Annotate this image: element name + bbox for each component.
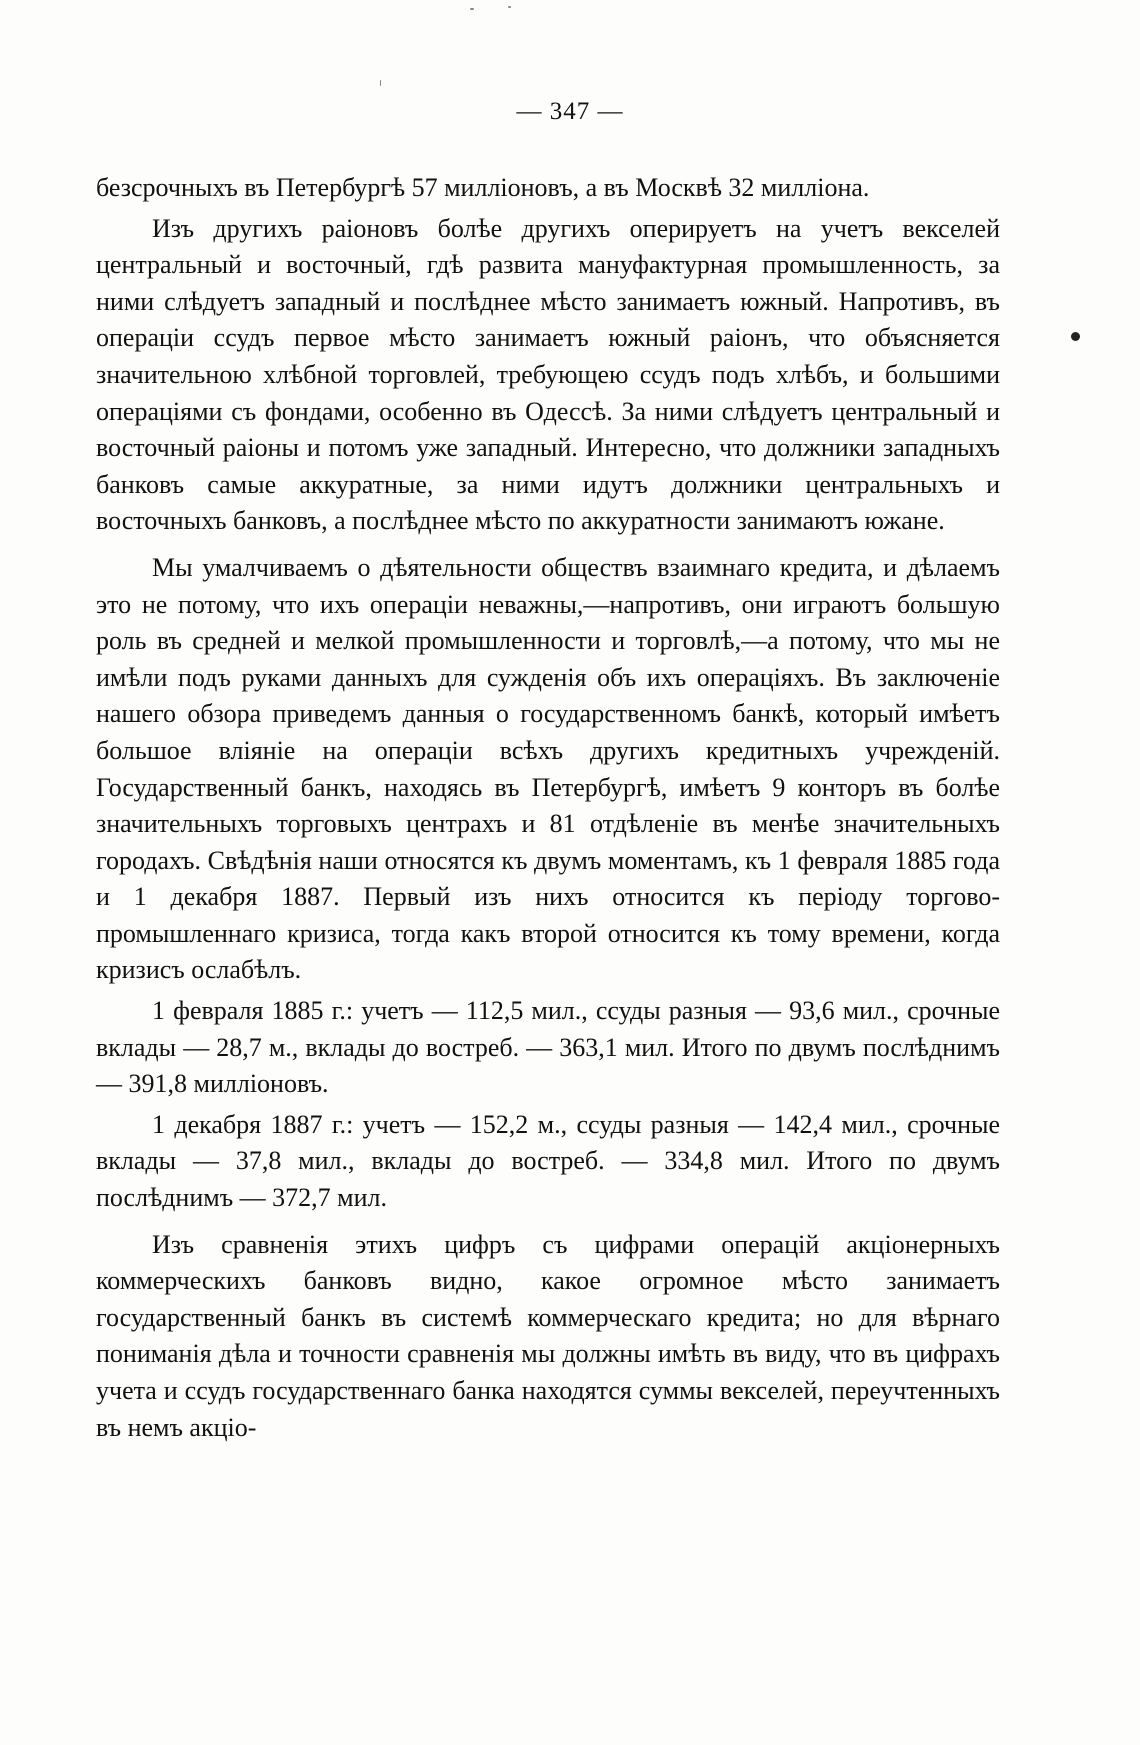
paragraph-regions: Изъ другихъ раіоновъ болѣе другихъ оперируетъ на учетъ векселей центральный и восточный, гдѣ развита мануфактурная промышленность, за ними слѣдуетъ западный и послѣднее мѣсто занимаетъ южный. Напротивъ, въ операціи ссудъ первое мѣсто занимаетъ южный раіонъ, что объясняется значительною хлѣбной торговлей, требующею ссудъ подъ хлѣбъ, и большими операціями съ фондами, особенно въ Одессѣ. За ними слѣдуетъ центральный и восточный раіоны и потомъ уже западный. Интересно, что должники западныхъ банковъ самые аккуратные, за ними идутъ должники центральныхъ и восточныхъ банковъ, а послѣднее мѣсто по аккуратности занимаютъ южане.	[96, 213, 1000, 536]
scan-speck	[470, 8, 474, 10]
scan-speck	[380, 80, 381, 86]
body-text	[96, 170, 1000, 1446]
page-number: — 347 —	[516, 98, 624, 125]
paragraph-continuation: безсрочныхъ въ Петербургѣ 57 милліоновъ, а въ Москвѣ 32 милліона.	[96, 173, 870, 202]
paragraph-figures-1885: 1 февраля 1885 г.: учетъ — 112,5 мил., ссуды разныя — 93,6 мил., срочные вклады — 28,7 м., вклады до востреб. — 363,1 мил. Итого по двумъ послѣднимъ — 391,8 милліоновъ.	[96, 996, 1000, 1099]
scan-speck	[508, 6, 511, 8]
paragraph-comparison: Изъ сравненія этихъ цифръ съ цифрами операцій акціонерныхъ коммерческихъ банковъ видно, какое огромное мѣсто занимаетъ государственный банкъ въ системѣ коммерческаго кредита; но для вѣрнаго пониманія дѣла и точности сравненія мы должны имѣть въ виду, что въ цифрахъ учета и ссудъ государственнаго банка находятся суммы векселей, переучтенныхъ въ немъ акціо-	[96, 1229, 1000, 1442]
paragraph-figures-1887: 1 декабря 1887 г.: учетъ — 152,2 м., ссуды разныя — 142,4 мил., срочные вклады — 37,8 мил., вклады до востреб. — 334,8 мил. Итого по двумъ послѣднимъ — 372,7 мил.	[96, 1109, 1000, 1213]
paragraph-credit-societies: Мы умалчиваемъ о дѣятельности обществъ взаимнаго кредита, и дѣлаемъ это не потому, что ихъ операціи неважны,—напротивъ, они играютъ большую роль въ средней и мелкой промышленности и торговлѣ,—а потому, что мы не имѣли подъ руками данныхъ для сужденія объ ихъ операціяхъ. Въ заключеніе нашего обзора приведемъ данныя о государственномъ банкѣ, который имѣетъ большое вліяніе на операціи всѣхъ другихъ кредитныхъ учрежденій. Государственный банкъ, находясь въ Петербургѣ, имѣетъ 9 конторъ въ болѣе значительныхъ торговыхъ центрахъ и 81 отдѣленіе въ менѣе значительныхъ городахъ. Свѣдѣнія наши относятся къ двумъ моментамъ, къ 1 февраля 1885 года и 1 декабря 1887. Первый изъ нихъ относится къ періоду торгово-промышленнаго кризиса, тогда какъ второй относится къ тому времени, когда кризисъ ослабѣлъ.	[96, 552, 1000, 985]
margin-ink-dot	[1071, 332, 1080, 341]
